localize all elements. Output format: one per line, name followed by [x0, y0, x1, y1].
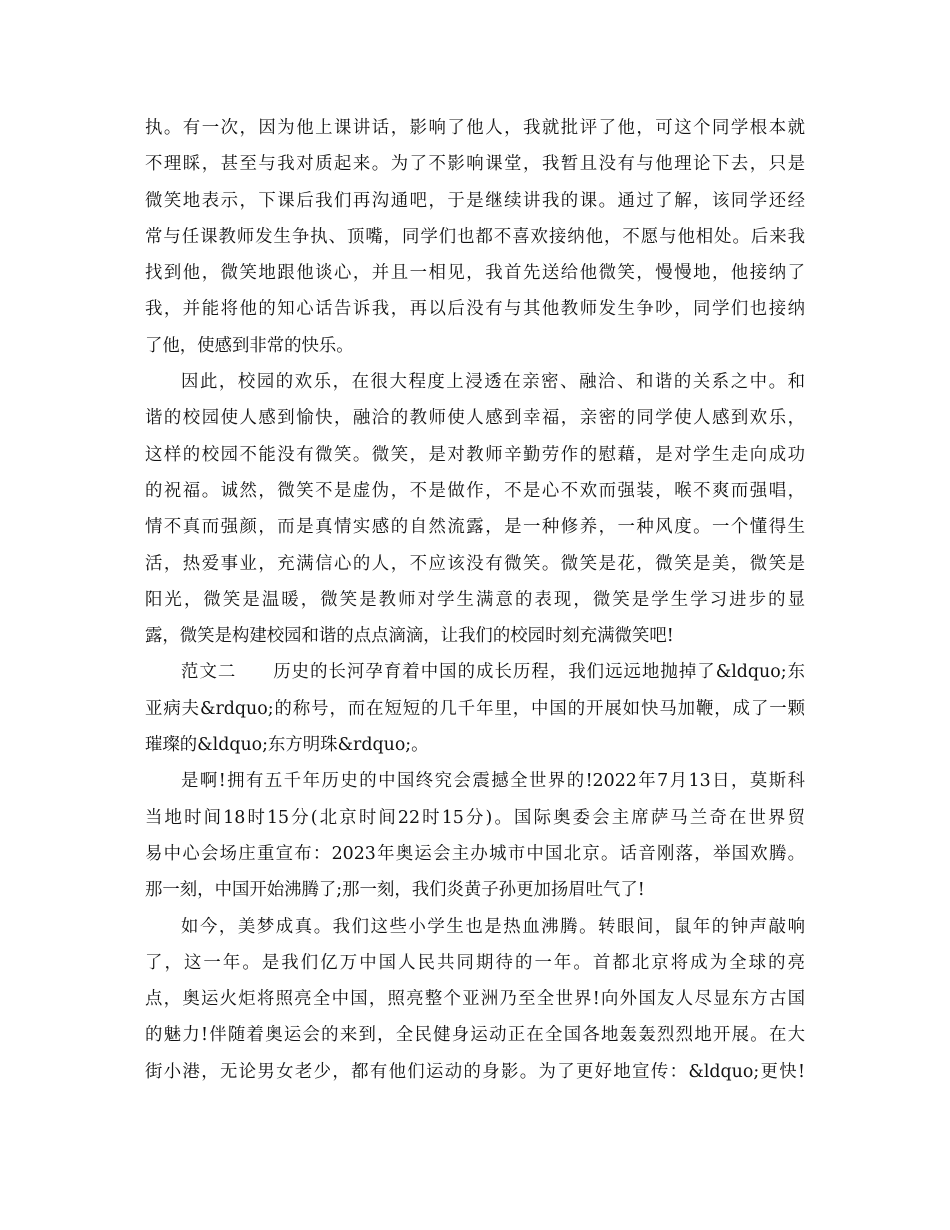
- text-line: 那一刻，中国开始沸腾了;那一刻，我们炎黄子孙更加扬眉吐气了!: [145, 880, 645, 901]
- text-line: 常与任课教师发生争执、顶嘴，同学们也都不喜欢接纳他，不愿与他相处。后来我: [145, 226, 805, 247]
- text-line: 微笑地表示，下课后我们再沟通吧，于是继续讲我的课。通过了解，该同学还经: [145, 190, 805, 211]
- text-line: 活，热爱事业，充满信心的人，不应该没有微笑。微笑是花，微笑是美，微笑是: [145, 553, 805, 574]
- document-body: [145, 110, 805, 1090]
- text-line: 当地时间18时15分(北京时间22时15分)。国际奥委会主席萨马兰奇在世界贸: [145, 807, 805, 828]
- text-line: 是啊!拥有五千年历史的中国终究会震撼全世界的!2022年7月13日，莫斯科: [181, 771, 805, 792]
- text-line: 执。有一次，因为他上课讲话，影响了他人，我就批评了他，可这个同学根本就: [145, 118, 805, 138]
- text-line: 的魅力!伴随着奥运会的来到，全民健身运动正在全国各地轰轰烈烈地开展。在大: [145, 1025, 805, 1046]
- text-line: 谐的校园使人感到愉快，融洽的教师使人感到幸福，亲密的同学使人感到欢乐，: [145, 408, 805, 429]
- text-line: 不理睬，甚至与我对质起来。为了不影响课堂，我暂且没有与他理论下去，只是: [145, 154, 805, 175]
- text-line: 了他，使感到非常的快乐。: [145, 335, 354, 356]
- text-line: 情不真而强颜，而是真情实感的自然流露，是一种修养，一种风度。一个懂得生: [145, 517, 805, 538]
- text-line: 亚病夫&rdquo;的称号，而在短短的几千年里，中国的开展如快马加鞭，成了一颗: [145, 698, 805, 719]
- text-line: 阳光，微笑是温暖，微笑是教师对学生满意的表现，微笑是学生学习进步的显: [145, 589, 805, 610]
- text-line: 的祝福。诚然，微笑不是虚伪，不是做作，不是心不欢而强装，喉不爽而强唱，: [145, 480, 805, 501]
- text-line: 露，微笑是构建校园和谐的点点滴滴，让我们的校园时刻充满微笑吧!: [145, 626, 674, 647]
- text-line: 了，这一年。是我们亿万中国人民共同期待的一年。首都北京将成为全球的亮: [145, 952, 805, 973]
- text-line: 范文二 历史的长河孕育着中国的成长历程，我们远远地抛掉了&ldquo;东: [181, 662, 805, 683]
- text-line: 因此，校园的欢乐，在很大程度上浸透在亲密、融洽、和谐的关系之中。和: [181, 372, 805, 393]
- text-line: 易中心会场庄重宣布：2023年奥运会主办城市中国北京。话音刚落，举国欢腾。: [145, 843, 805, 864]
- text-line: 找到他，微笑地跟他谈心，并且一相见，我首先送给他微笑，慢慢地，他接纳了: [145, 263, 805, 284]
- text-line: 我，并能将他的知心话告诉我，再以后没有与其他教师发生争吵，同学们也接纳: [145, 299, 805, 320]
- text-line: 璀璨的&ldquo;东方明珠&rdquo;。: [145, 735, 429, 756]
- text-line: 点，奥运火炬将照亮全中国，照亮整个亚洲乃至全世界!向外国友人尽显东方古国: [145, 989, 805, 1010]
- text-line: 如今，美梦成真。我们这些小学生也是热血沸腾。转眼间，鼠年的钟声敲响: [181, 916, 805, 937]
- text-line: 街小港，无论男女老少，都有他们运动的身影。为了更好地宣传：&ldquo;更快!: [145, 1061, 805, 1082]
- text-line: 这样的校园不能没有微笑。微笑，是对教师辛勤劳作的慰藉，是对学生走向成功: [145, 444, 805, 465]
